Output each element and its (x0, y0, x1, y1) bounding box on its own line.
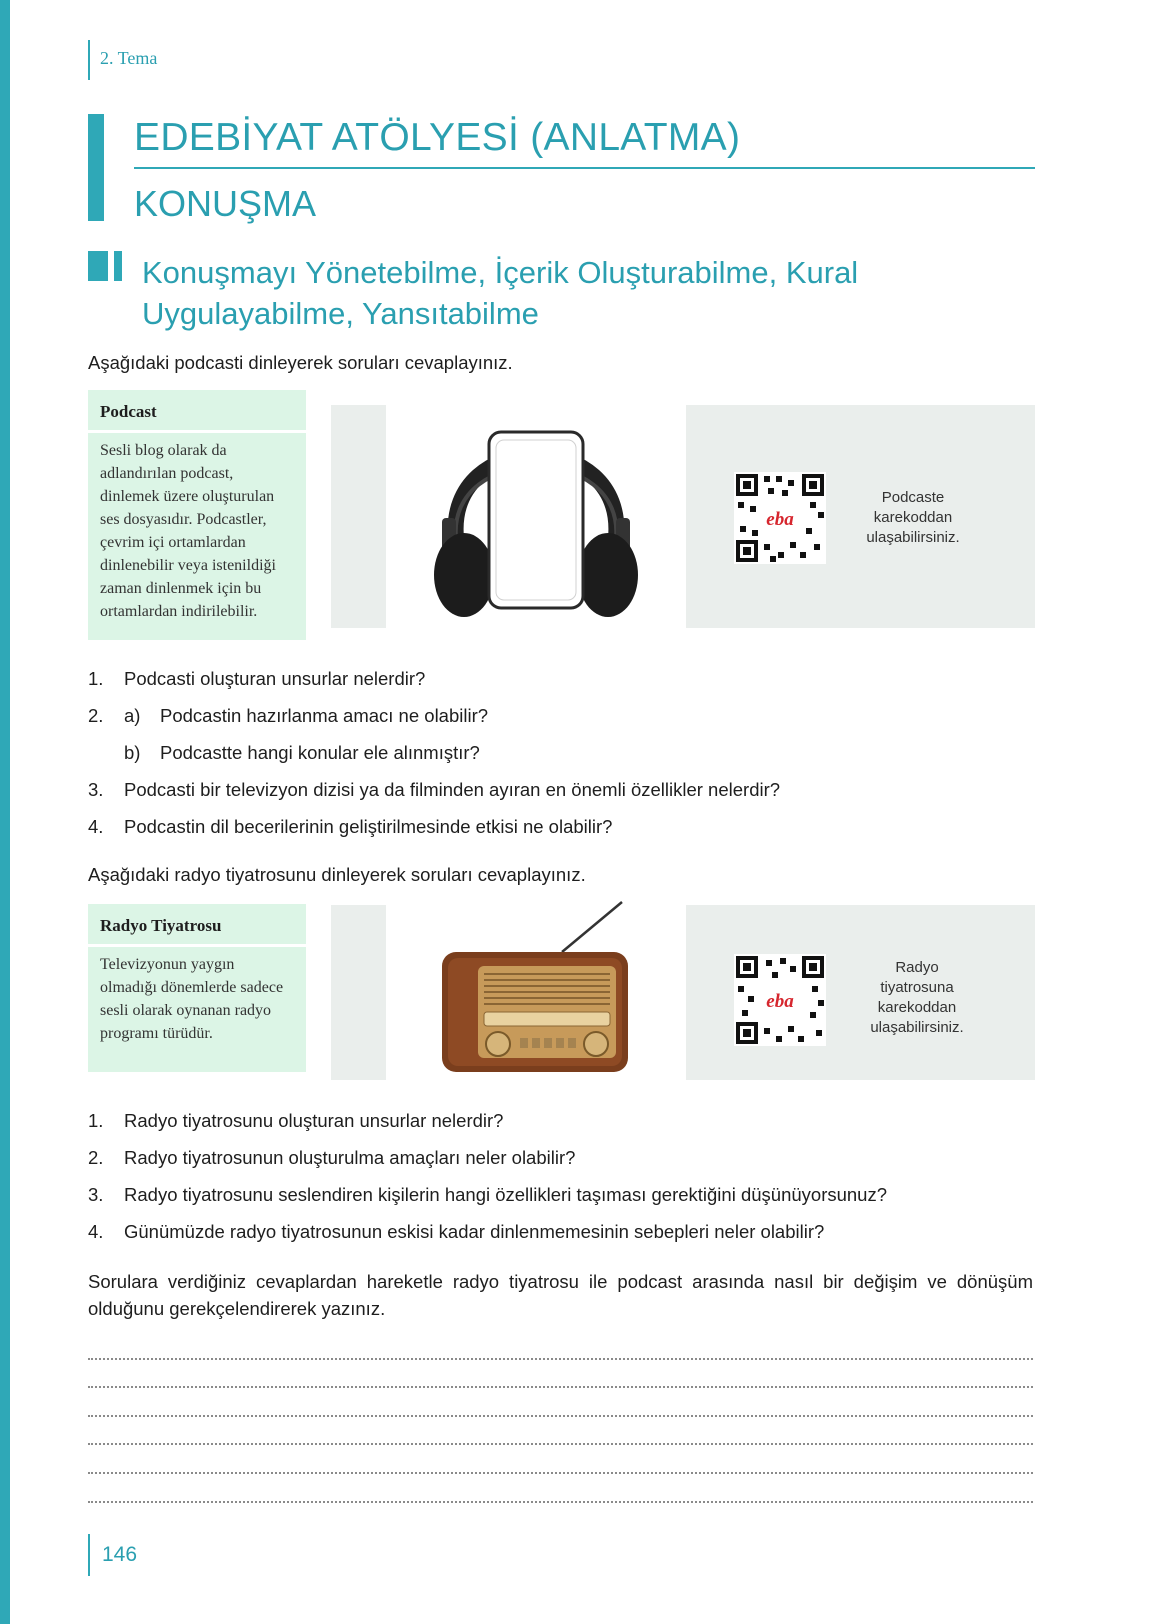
list-item (88, 705, 1048, 742)
subtitle-marker-thin (114, 251, 122, 281)
subtitle-marker (88, 251, 108, 281)
headphones-icon (386, 388, 686, 628)
tema-marker (88, 40, 90, 80)
question-text: Radyo tiyatrosunu seslendiren kişilerin hangi özellikleri taşıması gerektiğini düşünüyorsunuz? (124, 1184, 888, 1205)
answer-line[interactable] (88, 1443, 1033, 1445)
question-number: 2. (88, 1147, 104, 1168)
podcast-instruction: Aşağıdaki podcasti dinleyerek soruları cevaplayınız. (88, 352, 513, 373)
list-item (88, 816, 1048, 853)
question-text: Radyo tiyatrosunu oluşturan unsurlar nelerdir? (124, 1110, 504, 1131)
radio-card-title: Radyo Tiyatrosu (88, 904, 306, 947)
list-item (88, 779, 1048, 816)
answer-line[interactable] (88, 1501, 1033, 1503)
subtitle: Konuşmayı Yönetebilme, İçerik Oluşturabilme, Kural Uygulayabilme, Yansıtabilme (142, 255, 859, 331)
question-text: Günümüzde radyo tiyatrosunun eskisi kadar dinlenmemesinin sebepleri neler olabilir? (124, 1221, 825, 1242)
question-text: Podcasti oluşturan unsurlar nelerdir? (124, 668, 426, 689)
page-title: EDEBİYAT ATÖLYESİ (ANLATMA) (134, 116, 741, 159)
question-text: Radyo tiyatrosunun oluşturulma amaçları neler olabilir? (124, 1147, 576, 1168)
question-subletter: b) (124, 742, 141, 763)
podcast-qr-caption: Podcaste karekoddan ulaşabilirsiniz. (866, 489, 960, 546)
list-item (88, 1147, 1048, 1184)
podcast-card-text: Sesli blog olarak da adlandırılan podcast, dinlemek üzere oluşturulan ses dosyasıdır. Podcastler, çevrim içi ortamlardan dinlenebilir veya istenildiği zaman dinlenmek için bu ortamlardan indirilebilir. (100, 442, 276, 620)
answer-line[interactable] (88, 1386, 1033, 1388)
list-item (88, 742, 1048, 779)
radio-image (386, 900, 686, 1080)
title-accent-block (88, 114, 104, 221)
eba-logo-text: eba (766, 509, 794, 530)
answer-line[interactable] (88, 1415, 1033, 1417)
question-number: 1. (88, 1110, 104, 1131)
radio-card-text: Televizyonun yaygın olmadığı dönemlerde sadece sesli olarak oynanan radyo programı türüdür. (100, 956, 284, 1042)
radio-qr-code[interactable] (734, 954, 826, 1046)
list-item (88, 1110, 1048, 1147)
writing-prompt: Sorulara verdiğiniz cevaplardan hareketle radyo tiyatrosu ile podcast arasında nasıl bir değişim ve dönüşüm olduğunu gerekçelendirerek yazınız. (88, 1271, 1033, 1319)
podcast-question-list (88, 668, 1048, 853)
list-item (88, 1184, 1048, 1221)
question-text: Podcastin dil becerilerinin geliştirilmesinde etkisi ne olabilir? (124, 816, 613, 837)
question-number: 2. (88, 705, 104, 726)
section-title: KONUŞMA (134, 183, 317, 224)
question-number: 4. (88, 1221, 104, 1242)
radio-qr-caption: Radyo tiyatrosuna karekoddan ulaşabilirsiniz. (870, 959, 964, 1036)
radio-info-card (88, 904, 306, 1072)
title-divider (134, 167, 1035, 169)
question-number: 1. (88, 668, 104, 689)
podcast-qr-code[interactable] (734, 472, 826, 564)
question-number: 4. (88, 816, 104, 837)
page-number-marker (88, 1534, 90, 1576)
list-item (88, 1221, 1048, 1258)
answer-line[interactable] (88, 1358, 1033, 1360)
tema-label: 2. Tema (100, 48, 158, 68)
podcast-card-title: Podcast (88, 390, 306, 433)
radio-icon (386, 900, 686, 1080)
eba-logo-text: eba (766, 991, 794, 1012)
question-text: Podcastte hangi konular ele alınmıştır? (160, 742, 480, 763)
page-edge-stripe (0, 0, 10, 1624)
radio-question-list (88, 1110, 1048, 1258)
question-number: 3. (88, 1184, 104, 1205)
question-subletter: a) (124, 705, 141, 726)
list-item (88, 668, 1048, 705)
podcast-info-card (88, 390, 306, 640)
question-text: Podcastin hazırlanma amacı ne olabilir? (160, 705, 489, 726)
answer-line[interactable] (88, 1472, 1033, 1474)
radio-instruction: Aşağıdaki radyo tiyatrosunu dinleyerek soruları cevaplayınız. (88, 864, 586, 885)
question-number: 3. (88, 779, 104, 800)
question-text: Podcasti bir televizyon dizisi ya da filminden ayıran en önemli özellikler nelerdir? (124, 779, 781, 800)
podcast-image (386, 388, 686, 628)
page-number: 146 (102, 1543, 138, 1566)
